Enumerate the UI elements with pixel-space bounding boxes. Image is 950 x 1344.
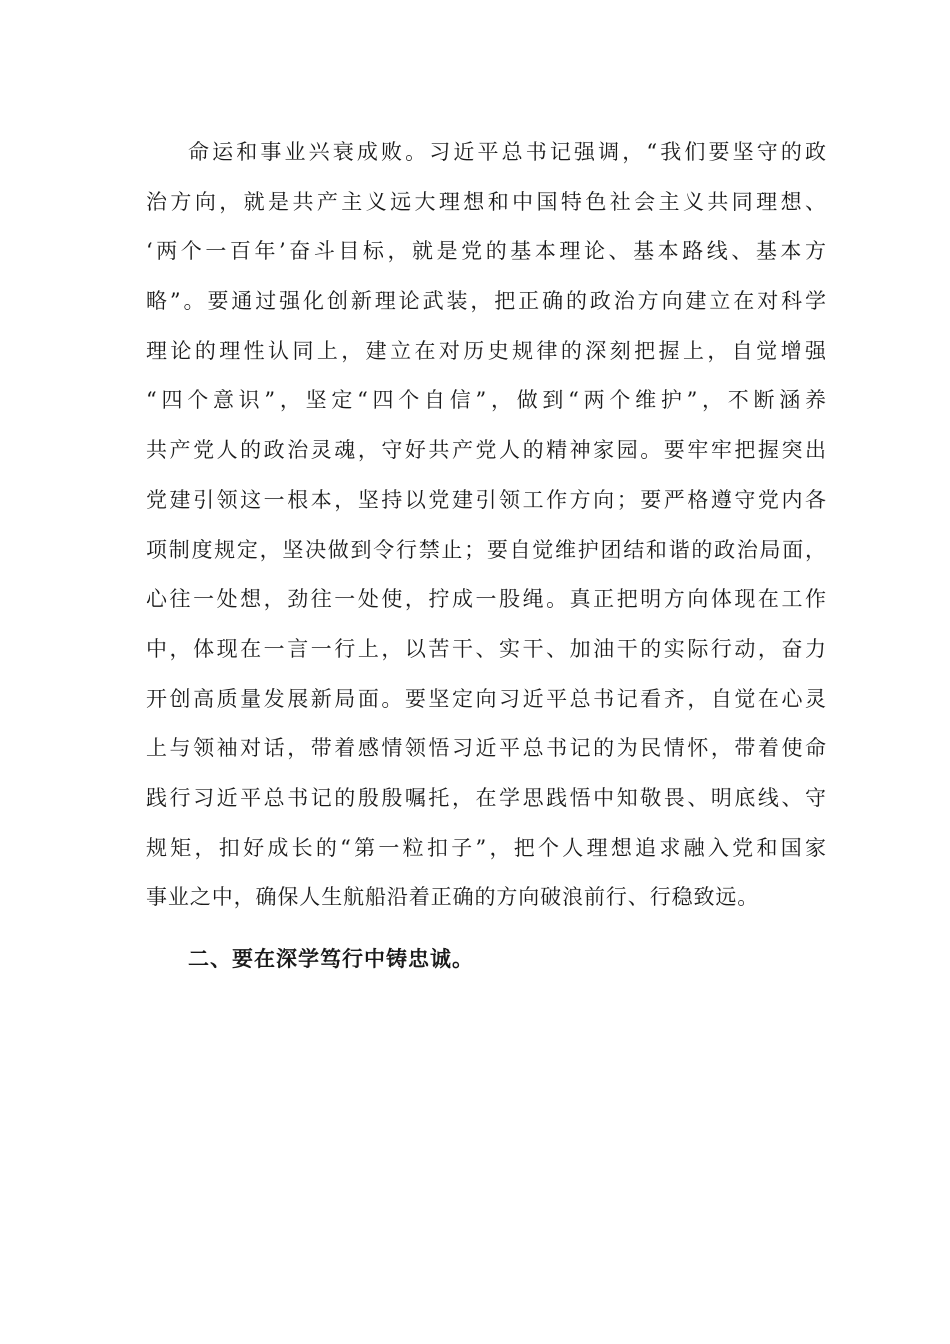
paragraph-line: “四个意识”，坚定“四个自信”，做到“两个维护”，不断涵养 xyxy=(146,388,826,413)
paragraph-line: 党建引领这一根本，坚持以党建引领工作方向；要严格遵守党内各 xyxy=(146,487,826,512)
paragraph-line: 践行习近平总书记的殷殷嘱托，在学思践悟中知敬畏、明底线、守 xyxy=(146,785,826,810)
paragraph-line: 心往一处想，劲往一处使，拧成一股绳。真正把明方向体现在工作 xyxy=(146,587,826,612)
paragraph-line: 治方向，就是共产主义远大理想和中国特色社会主义共同理想、 xyxy=(146,189,826,214)
paragraph-line: 理论的理性认同上，建立在对历史规律的深刻把握上，自觉增强 xyxy=(146,338,826,363)
body-paragraph xyxy=(146,128,826,923)
paragraph-line: 上与领袖对话，带着感情领悟习近平总书记的为民情怀，带着使命 xyxy=(146,736,826,761)
section-heading: 二、要在深学笃行中铸忠诚。 xyxy=(188,947,474,971)
paragraph-line: ‘两个一百年’奋斗目标，就是党的基本理论、基本路线、基本方 xyxy=(146,239,826,264)
paragraph-line: 规矩，扣好成长的“第一粒扣子”，把个人理想追求融入党和国家 xyxy=(146,835,826,860)
paragraph-line: 项制度规定，坚决做到令行禁止；要自觉维护团结和谐的政治局面， xyxy=(146,537,826,562)
paragraph-line: 共产党人的政治灵魂，守好共产党人的精神家园。要牢牢把握突出 xyxy=(146,438,826,463)
paragraph-line: 事业之中，确保人生航船沿着正确的方向破浪前行、行稳致远。 xyxy=(146,885,760,910)
paragraph-line: 命运和事业兴衰成败。习近平总书记强调，“我们要坚守的政 xyxy=(188,140,826,164)
paragraph-line: 中，体现在一言一行上，以苦干、实干、加油干的实际行动，奋力 xyxy=(146,636,826,661)
paragraph-line: 开创高质量发展新局面。要坚定向习近平总书记看齐，自觉在心灵 xyxy=(146,686,826,711)
paragraph-line: 略”。要通过强化创新理论武装，把正确的政治方向建立在对科学 xyxy=(146,289,826,314)
